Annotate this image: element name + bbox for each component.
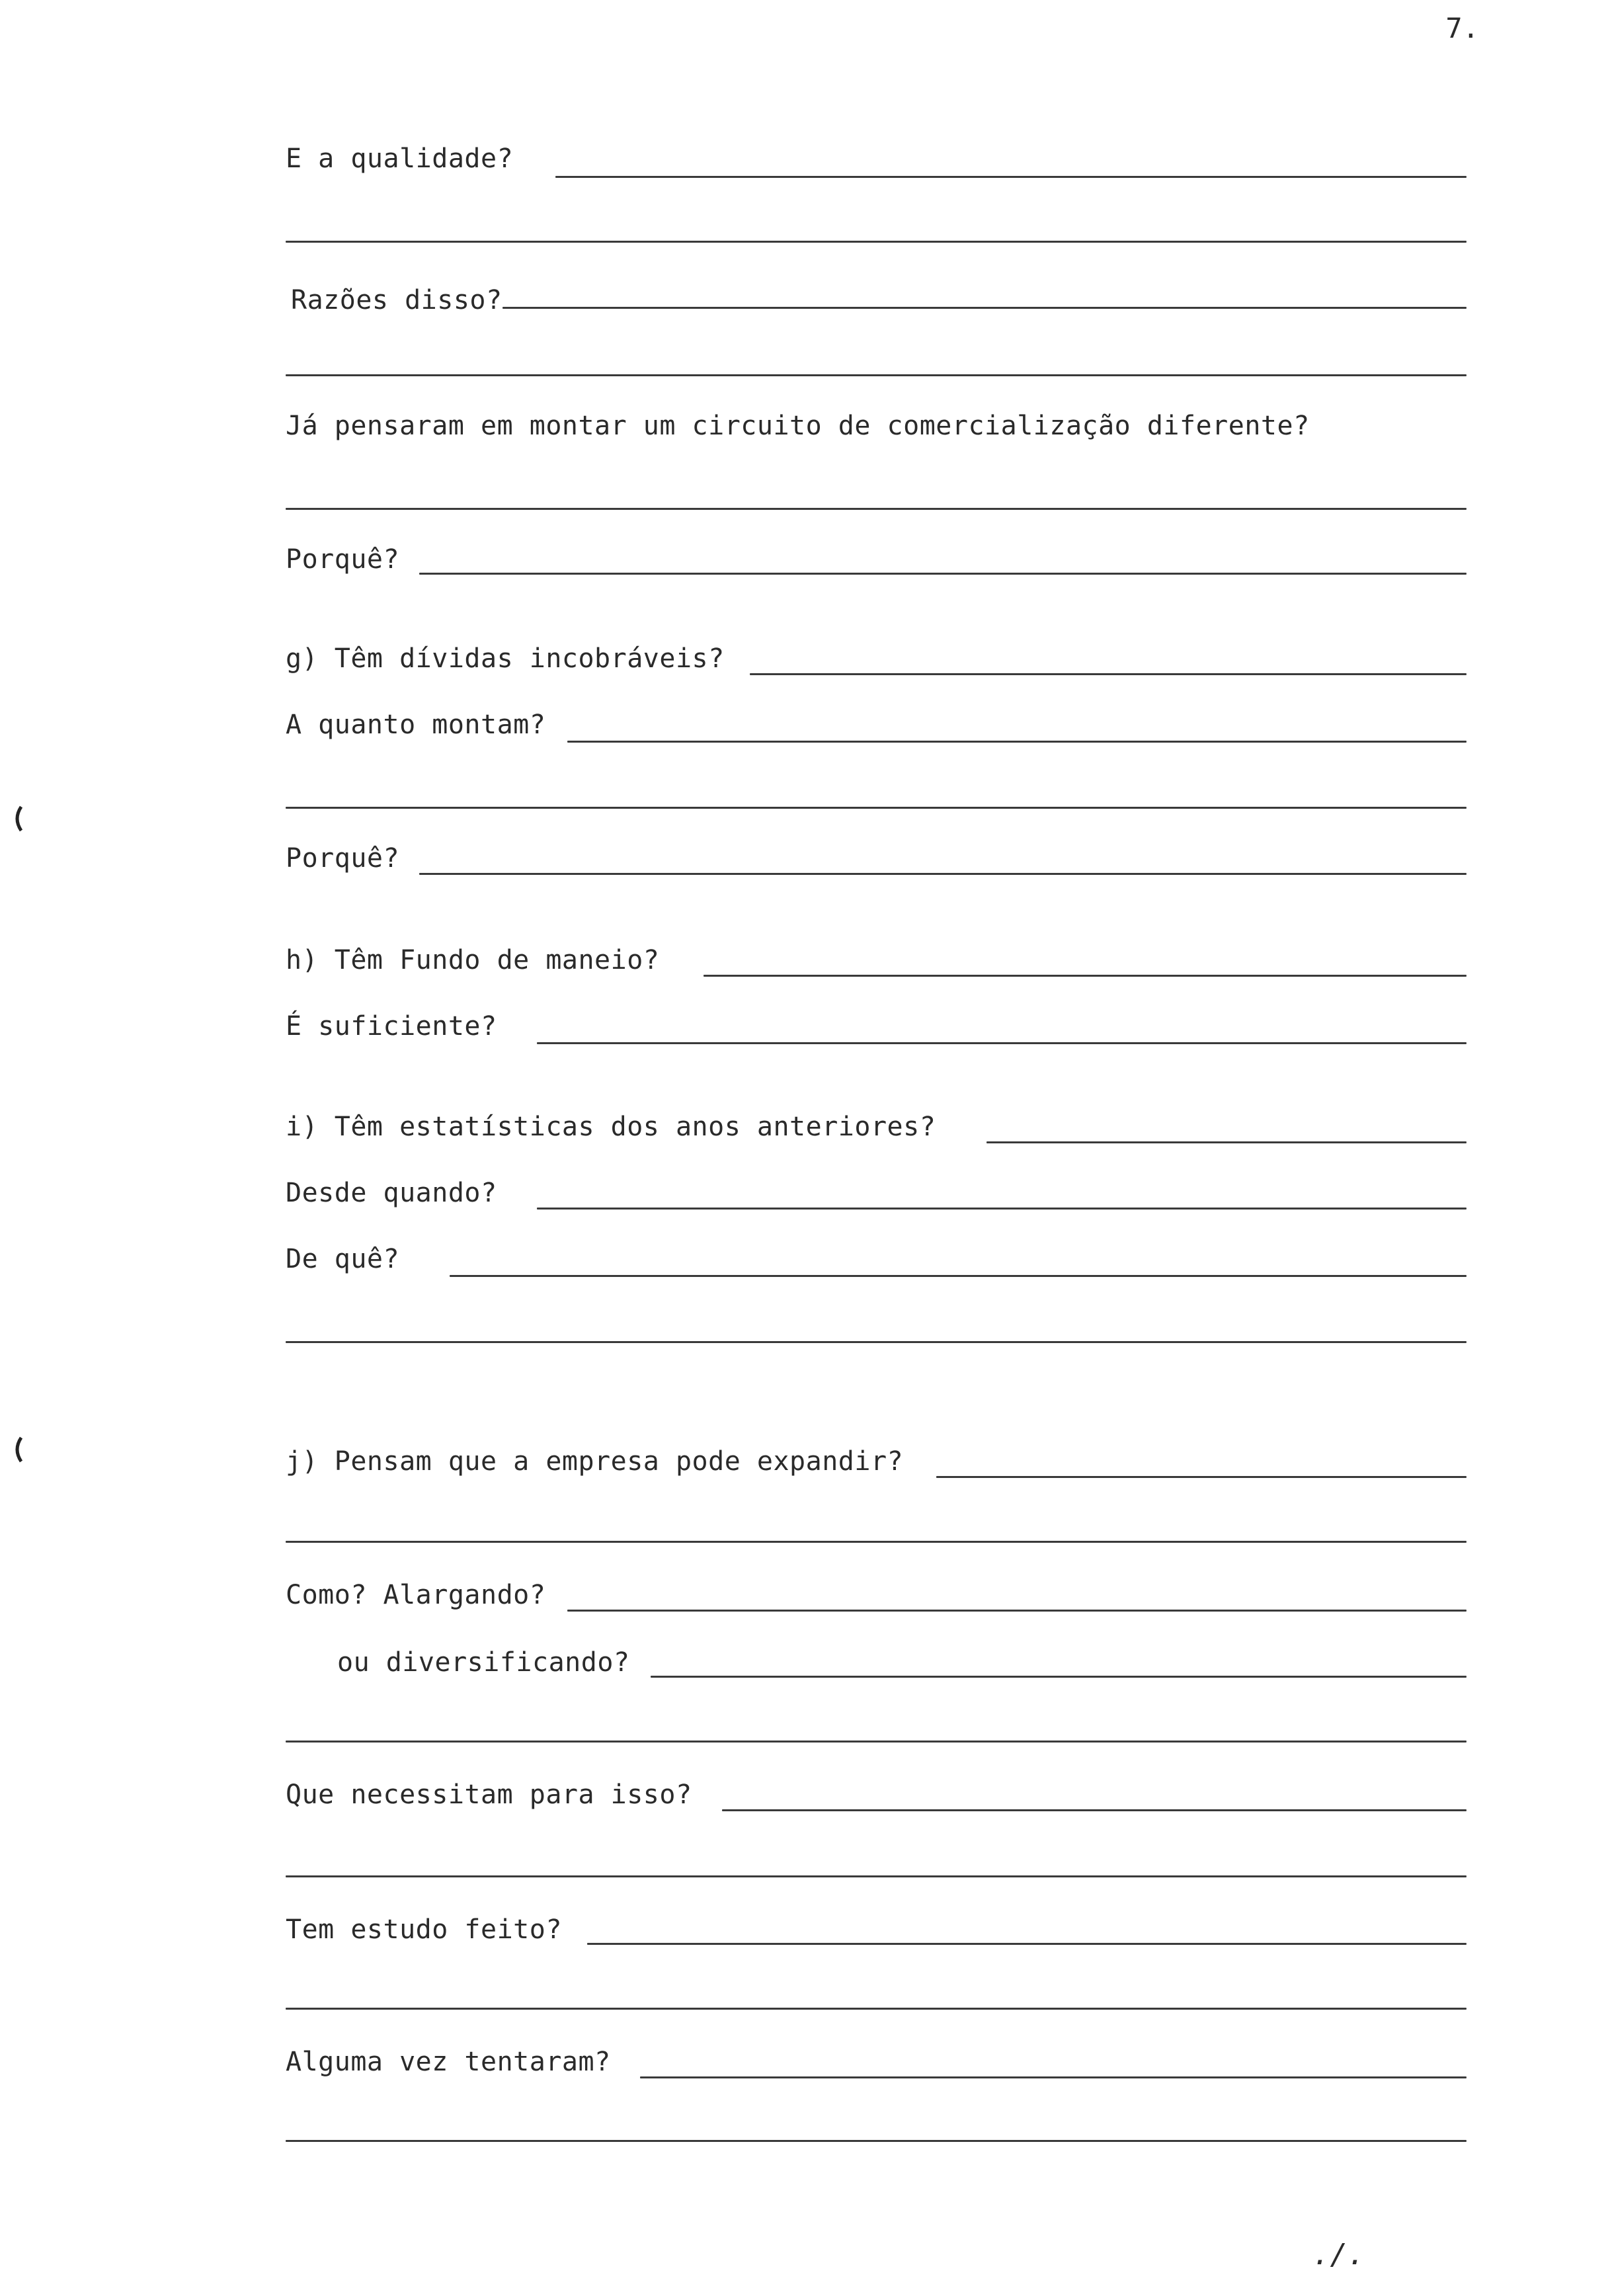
answer-line-i-desde[interactable] [537, 1208, 1467, 1210]
question-qualidade: E a qualidade? [286, 144, 514, 174]
question-circuito: Já pensaram em montar um circuito de comercialização diferente? [286, 411, 1310, 441]
continuation-mark: ./. [1312, 2238, 1365, 2272]
answer-line-j-tentaram[interactable] [640, 2076, 1467, 2078]
answer-line-j-diversificando[interactable] [651, 1676, 1467, 1678]
answer-line-i-de-que-cont[interactable] [286, 1341, 1467, 1343]
answer-line-g-montam-cont[interactable] [286, 807, 1467, 809]
answer-line-porque-1[interactable] [419, 573, 1467, 575]
question-razoes: Razões disso? [291, 285, 502, 315]
answer-line-j-diversificando-cont[interactable] [286, 1741, 1467, 1742]
answer-line-razoes[interactable] [502, 307, 1467, 309]
question-g-montam: A quanto montam? [286, 710, 546, 740]
question-h-suficiente: É suficiente? [286, 1011, 497, 1042]
binder-mark-icon [12, 805, 24, 832]
question-porque-1: Porquê? [286, 544, 400, 575]
answer-line-i-estatisticas[interactable] [986, 1141, 1467, 1143]
answer-line-h-suficiente[interactable] [537, 1042, 1467, 1044]
question-i-estatisticas: i) Têm estatísticas dos anos anteriores? [286, 1112, 936, 1142]
question-j-expandir: j) Pensam que a empresa pode expandir? [286, 1446, 904, 1477]
answer-line-j-expandir[interactable] [936, 1476, 1467, 1478]
answer-line-qualidade[interactable] [555, 176, 1467, 178]
answer-line-j-estudo-cont[interactable] [286, 2008, 1467, 2010]
question-h-fundo: h) Têm Fundo de maneio? [286, 945, 660, 975]
answer-line-g-dividas[interactable] [750, 673, 1467, 675]
answer-line-circuito[interactable] [286, 508, 1467, 510]
answer-line-j-necessitam[interactable] [722, 1809, 1467, 1811]
answer-line-j-tentaram-cont[interactable] [286, 2140, 1467, 2142]
question-i-desde: Desde quando? [286, 1178, 497, 1208]
question-j-diversificando: ou diversificando? [337, 1647, 630, 1678]
question-g-dividas: g) Têm dívidas incobráveis? [286, 643, 725, 674]
question-i-de-que: De quê? [286, 1244, 400, 1274]
answer-line-j-alargando[interactable] [567, 1610, 1467, 1612]
question-j-alargando: Como? Alargando? [286, 1580, 546, 1610]
question-porque-2: Porquê? [286, 843, 400, 874]
answer-line-j-estudo[interactable] [587, 1943, 1467, 1945]
answer-line-porque-2[interactable] [419, 873, 1467, 875]
answer-line-g-montam[interactable] [567, 741, 1467, 743]
answer-line-j-necessitam-cont[interactable] [286, 1875, 1467, 1877]
page-number: 7. [1445, 12, 1479, 44]
question-j-necessitam: Que necessitam para isso? [286, 1780, 692, 1810]
answer-line-j-expandir-cont[interactable] [286, 1541, 1467, 1543]
answer-line-razoes-cont[interactable] [286, 374, 1467, 376]
answer-line-h-fundo[interactable] [704, 975, 1467, 977]
question-j-estudo: Tem estudo feito? [286, 1914, 562, 1945]
question-j-tentaram: Alguma vez tentaram? [286, 2047, 611, 2077]
answer-line-qualidade-cont[interactable] [286, 241, 1467, 243]
answer-line-i-de-que[interactable] [450, 1275, 1467, 1277]
binder-mark-icon [12, 1436, 24, 1463]
